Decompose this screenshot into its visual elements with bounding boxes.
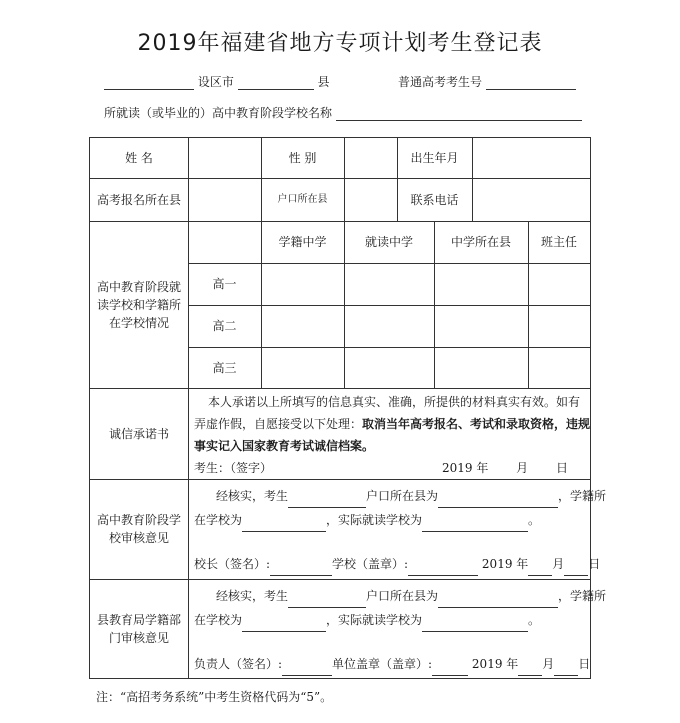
- county-field[interactable]: [238, 76, 314, 90]
- county-verify-line-1: [216, 584, 606, 608]
- owner-sign-field[interactable]: [282, 662, 332, 676]
- school-seal-field[interactable]: [408, 562, 478, 576]
- form-title: 2019年福建省地方专项计划考生登记表: [137, 31, 543, 56]
- principal-sign-field[interactable]: [270, 562, 332, 576]
- hs-student-field[interactable]: [288, 494, 366, 508]
- grade-label: 高二: [212, 319, 237, 333]
- exam-county-label: 高考报名所在县: [96, 192, 181, 207]
- county-sign-line: [194, 652, 590, 676]
- hs-verify-text-1a: 经核实，考生: [216, 489, 289, 503]
- unit-seal-field[interactable]: [432, 662, 468, 676]
- school-seal-label: 学校（盖章）:: [332, 557, 409, 571]
- county-student-field[interactable]: [288, 594, 366, 608]
- county-day: 日: [578, 657, 591, 671]
- school-label: 所就读（或毕业的）高中教育阶段学校名称: [104, 106, 333, 120]
- county-month: 月: [542, 657, 555, 671]
- county-month-field[interactable]: [518, 662, 542, 676]
- footer-note: 注：“高招考务系统”中考生资格代码为“5”。: [96, 690, 333, 704]
- hs-verify-line-1: [216, 484, 606, 508]
- county-verify-line-2: [194, 608, 540, 632]
- integrity-text-line-2b: 取消当年高考报名、考试和录取资格，违规: [362, 417, 591, 431]
- grade-label: 高一: [212, 277, 237, 291]
- county-day-field[interactable]: [554, 662, 578, 676]
- exam-county-field[interactable]: [188, 178, 261, 221]
- district-field[interactable]: [104, 76, 194, 90]
- name-field[interactable]: [188, 138, 261, 178]
- exam-no-label: 普通高考考生号: [398, 75, 483, 89]
- integrity-text-line-3: 事实记入国家教育考试诚信档案。: [194, 439, 375, 453]
- gender-label: 性 别: [288, 151, 317, 165]
- hs-sign-line: [194, 552, 600, 576]
- integrity-text-line-2a: 弄虚作假，自愿接受以下处理：: [194, 417, 363, 431]
- county-verify-text-2c: 。: [528, 613, 541, 627]
- county-verify-text-2a: 在学校为: [194, 613, 243, 627]
- hs-review-label: 高中教育阶段学校审核意见: [96, 513, 181, 545]
- county-verify-text-1a: 经核实，考生: [216, 589, 289, 603]
- integrity-text-line-1: 本人承诺以上所填写的信息真实、准确，所提供的材料真实有效。如有: [208, 395, 581, 409]
- hs-registered-school-field[interactable]: [242, 518, 326, 532]
- county-hukou-field[interactable]: [438, 594, 558, 608]
- name-label: 姓 名: [125, 151, 153, 165]
- hs-day: 日: [588, 557, 601, 571]
- hs-hukou-field[interactable]: [438, 494, 558, 508]
- owner-sign-label: 负责人（签名）:: [194, 657, 283, 671]
- county-review-label: 县教育局学籍部门审核意见: [96, 612, 181, 645]
- hs-verify-line-2: [194, 508, 540, 532]
- column-header-registered-school: 学籍中学: [278, 235, 327, 249]
- hs-verify-text-2a: 在学校为: [194, 513, 243, 527]
- header-line-1: [104, 73, 330, 90]
- county-verify-text-1b: 户口所在县为: [366, 589, 439, 603]
- hs-year: 2019 年: [481, 557, 529, 571]
- column-header-head-teacher: 班主任: [540, 235, 577, 249]
- school-line: [104, 104, 582, 121]
- integrity-date: 2019 年 月 日: [442, 461, 568, 475]
- hs-verify-text-2c: 。: [528, 513, 541, 527]
- column-header-school-county: 中学所在县: [450, 235, 511, 249]
- county-verify-text-1c: ，学籍所: [558, 589, 607, 603]
- exam-no-line: [398, 73, 576, 90]
- hukou-field[interactable]: [344, 178, 397, 221]
- hs-month-field[interactable]: [528, 562, 552, 576]
- county-label: 县: [317, 75, 330, 89]
- phone-label: 联系电话: [410, 192, 459, 207]
- county-attended-school-field[interactable]: [422, 618, 528, 632]
- hs-verify-text-1c: ，学籍所: [558, 489, 607, 503]
- county-registered-school-field[interactable]: [242, 618, 326, 632]
- student-signature-field[interactable]: [272, 466, 368, 480]
- school-section-label: 高中教育阶段就读学校和学籍所在学校情况: [96, 279, 181, 330]
- unit-seal-label: 单位盖章（盖章）:: [332, 657, 433, 671]
- hs-verify-text-2b: ，实际就读学校为: [326, 513, 423, 527]
- principal-sign-label: 校长（签名）:: [194, 557, 271, 571]
- birth-label: 出生年月: [410, 151, 459, 165]
- student-signature-label: 考生：（签字）: [194, 461, 273, 475]
- hukou-label: 户口所在县: [277, 193, 328, 205]
- grade-label: 高三: [212, 360, 237, 375]
- hs-day-field[interactable]: [564, 562, 588, 576]
- phone-field[interactable]: [472, 178, 590, 221]
- exam-no-field[interactable]: [486, 76, 576, 90]
- column-header-attended-school: 就读中学: [364, 235, 413, 249]
- district-label: 设区市: [197, 75, 234, 89]
- integrity-label: 诚信承诺书: [108, 426, 169, 441]
- registration-table: [89, 137, 607, 679]
- hs-attended-school-field[interactable]: [422, 518, 528, 532]
- hs-verify-text-1b: 户口所在县为: [366, 489, 439, 503]
- hs-month: 月: [552, 557, 565, 571]
- gender-field[interactable]: [344, 138, 397, 178]
- county-year: 2019 年: [471, 657, 519, 671]
- student-signature-line: [194, 456, 368, 480]
- county-verify-text-2b: ，实际就读学校为: [326, 613, 423, 627]
- birth-field[interactable]: [472, 138, 590, 178]
- school-field[interactable]: [336, 107, 582, 121]
- integrity-text-line-2: [194, 412, 590, 436]
